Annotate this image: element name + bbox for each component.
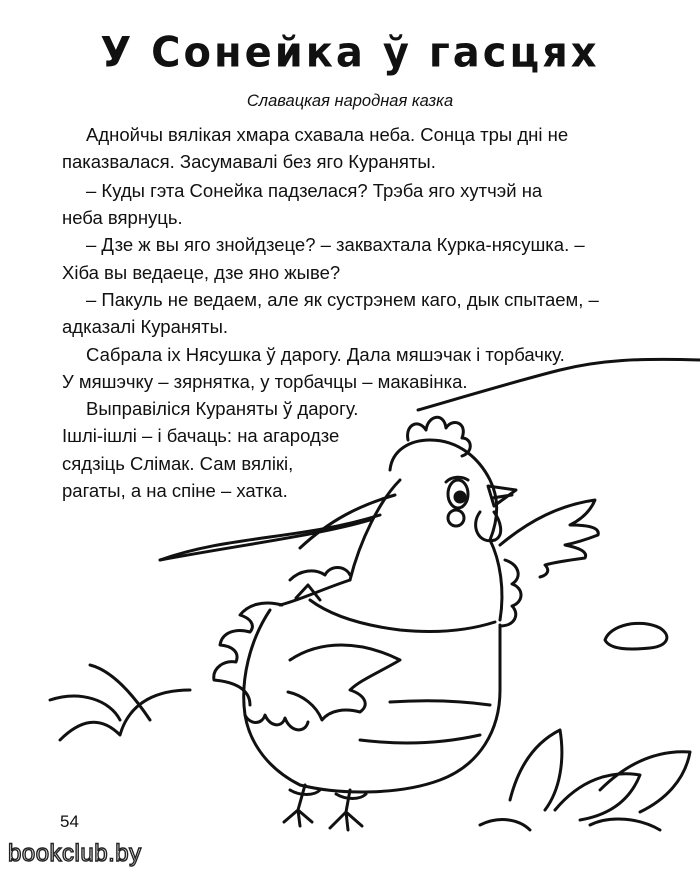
- page-number: 54: [60, 812, 79, 831]
- grass-left: [50, 665, 190, 740]
- text-line: сядзіць Слімак. Сам вялікі,: [62, 453, 294, 474]
- rock: [605, 623, 667, 649]
- text-line: Выправіліся Кураняты ў дарогу.: [86, 398, 359, 419]
- text-line: – Пакуль не ведаем, але як сустрэнем каго, дык спытаем, –: [86, 289, 599, 310]
- text-line: – Куды гэта Сонейка падзелася? Трэба яго хутчэй на: [86, 180, 543, 201]
- watermark: bookclub.by: [8, 840, 142, 867]
- text-line: паказвалася. Засумавалі без яго Кураняты.: [62, 151, 436, 172]
- text-line: рагаты, а на спіне – хатка.: [62, 480, 288, 501]
- bush-right: [510, 730, 690, 820]
- text-line: – Дзе ж вы яго знойдзеце? – заквахтала Курка-нясушка. –: [86, 234, 585, 255]
- story-title: У Сонейка ў гасцях: [100, 28, 600, 78]
- text-line: Аднойчы вялікая хмара схавала неба. Сонца тры дні не: [86, 124, 569, 145]
- text-line: адказалі Кураняты.: [62, 316, 229, 337]
- text-line: Ішлі-ішлі – і бачаць: на агародзе: [62, 425, 340, 446]
- text-line: У мяшэчку – зярнятка, у торбачцы – макавінка.: [62, 371, 468, 392]
- text-line: неба вярнуць.: [62, 207, 183, 228]
- text-line: Хіба вы ведаеце, дзе яно жыве?: [62, 262, 341, 283]
- text-line: Сабрала іх Нясушка ў дарогу. Дала мяшэчак і торбачку.: [86, 344, 565, 365]
- story-subtitle: Славацкая народная казка: [246, 92, 454, 110]
